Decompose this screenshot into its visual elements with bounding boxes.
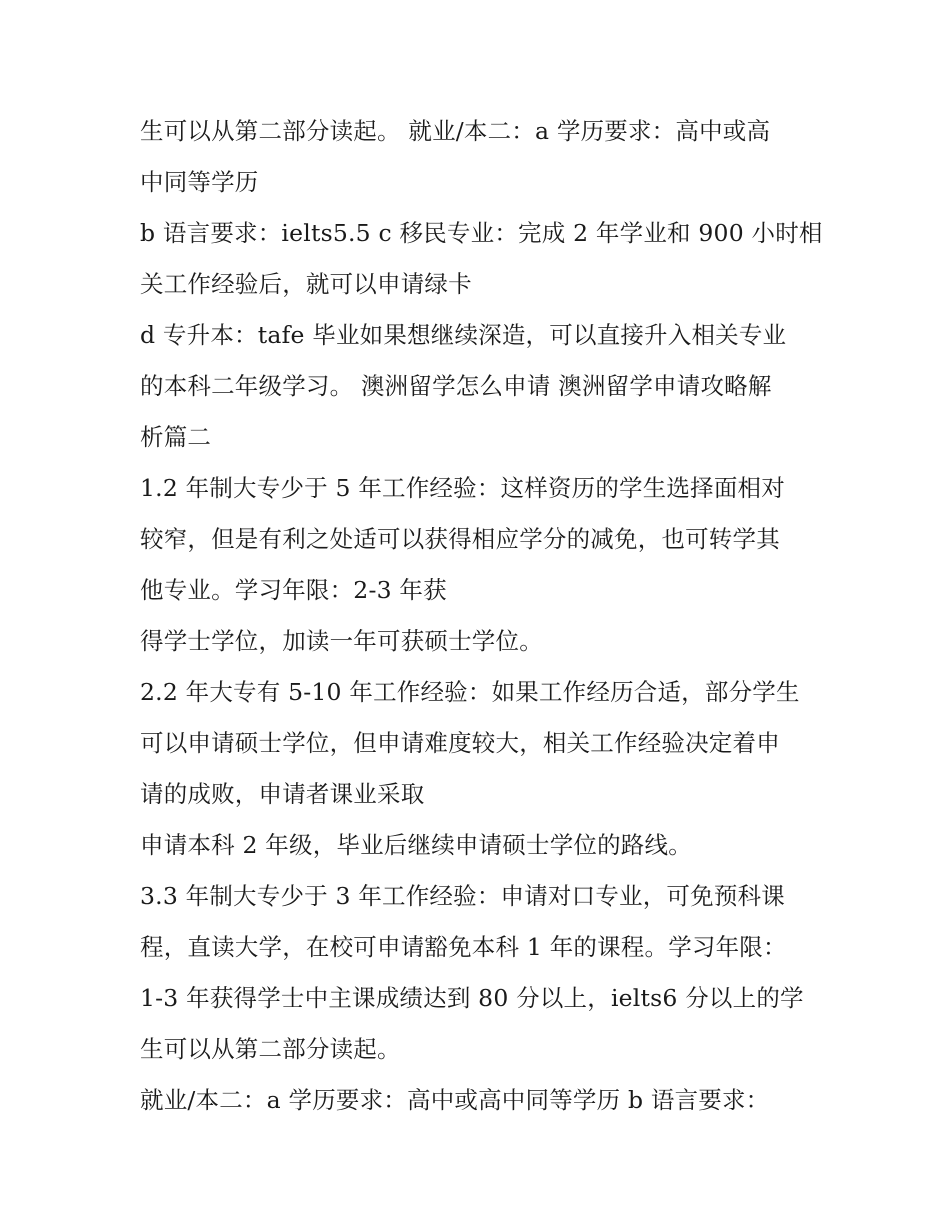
- text-line: 关工作经验后，就可以申请绿卡: [140, 270, 472, 298]
- text-line: 生可以从第二部分读起。: [140, 1035, 401, 1063]
- text-line: 3.3 年制大专少于 3 年工作经验：申请对口专业，可免预科课: [140, 882, 785, 910]
- document-body: [140, 106, 823, 1126]
- text-line: 1.2 年制大专少于 5 年工作经验：这样资历的学生选择面相对: [140, 474, 785, 502]
- text-line: 可以申请硕士学位，但申请难度较大，相关工作经验决定着申: [140, 729, 780, 757]
- text-line: 1-3 年获得学士中主课成绩达到 80 分以上，ielts6 分以上的学: [140, 984, 804, 1012]
- text-line: 得学士学位，加读一年可获硕士学位。: [140, 627, 543, 655]
- text-line: 就业/本二：a 学历要求：高中或高中同等学历 b 语言要求：: [140, 1086, 770, 1114]
- text-line: 的本科二年级学习。 澳洲留学怎么申请 澳洲留学申请攻略解: [140, 372, 772, 400]
- text-line: 析篇二: [140, 423, 212, 451]
- text-line: 中同等学历: [140, 168, 259, 196]
- text-line: d 专升本：tafe 毕业如果想继续深造，可以直接升入相关专业: [140, 321, 787, 349]
- text-line: 申请本科 2 年级，毕业后继续申请硕士学位的路线。: [140, 831, 692, 859]
- text-line: 生可以从第二部分读起。 就业/本二：a 学历要求：高中或高: [140, 117, 771, 145]
- text-line: 较窄，但是有利之处适可以获得相应学分的减免，也可转学其: [140, 525, 780, 553]
- text-line: 2.2 年大专有 5-10 年工作经验：如果工作经历合适，部分学生: [140, 678, 800, 706]
- text-line: 请的成败，申请者课业采取: [140, 780, 425, 808]
- text-line: 程，直读大学，在校可申请豁免本科 1 年的课程。学习年限：: [140, 933, 787, 961]
- text-line: 他专业。学习年限：2-3 年获: [140, 576, 447, 604]
- text-line: b 语言要求：ielts5.5 c 移民专业：完成 2 年学业和 900 小时相: [140, 219, 823, 247]
